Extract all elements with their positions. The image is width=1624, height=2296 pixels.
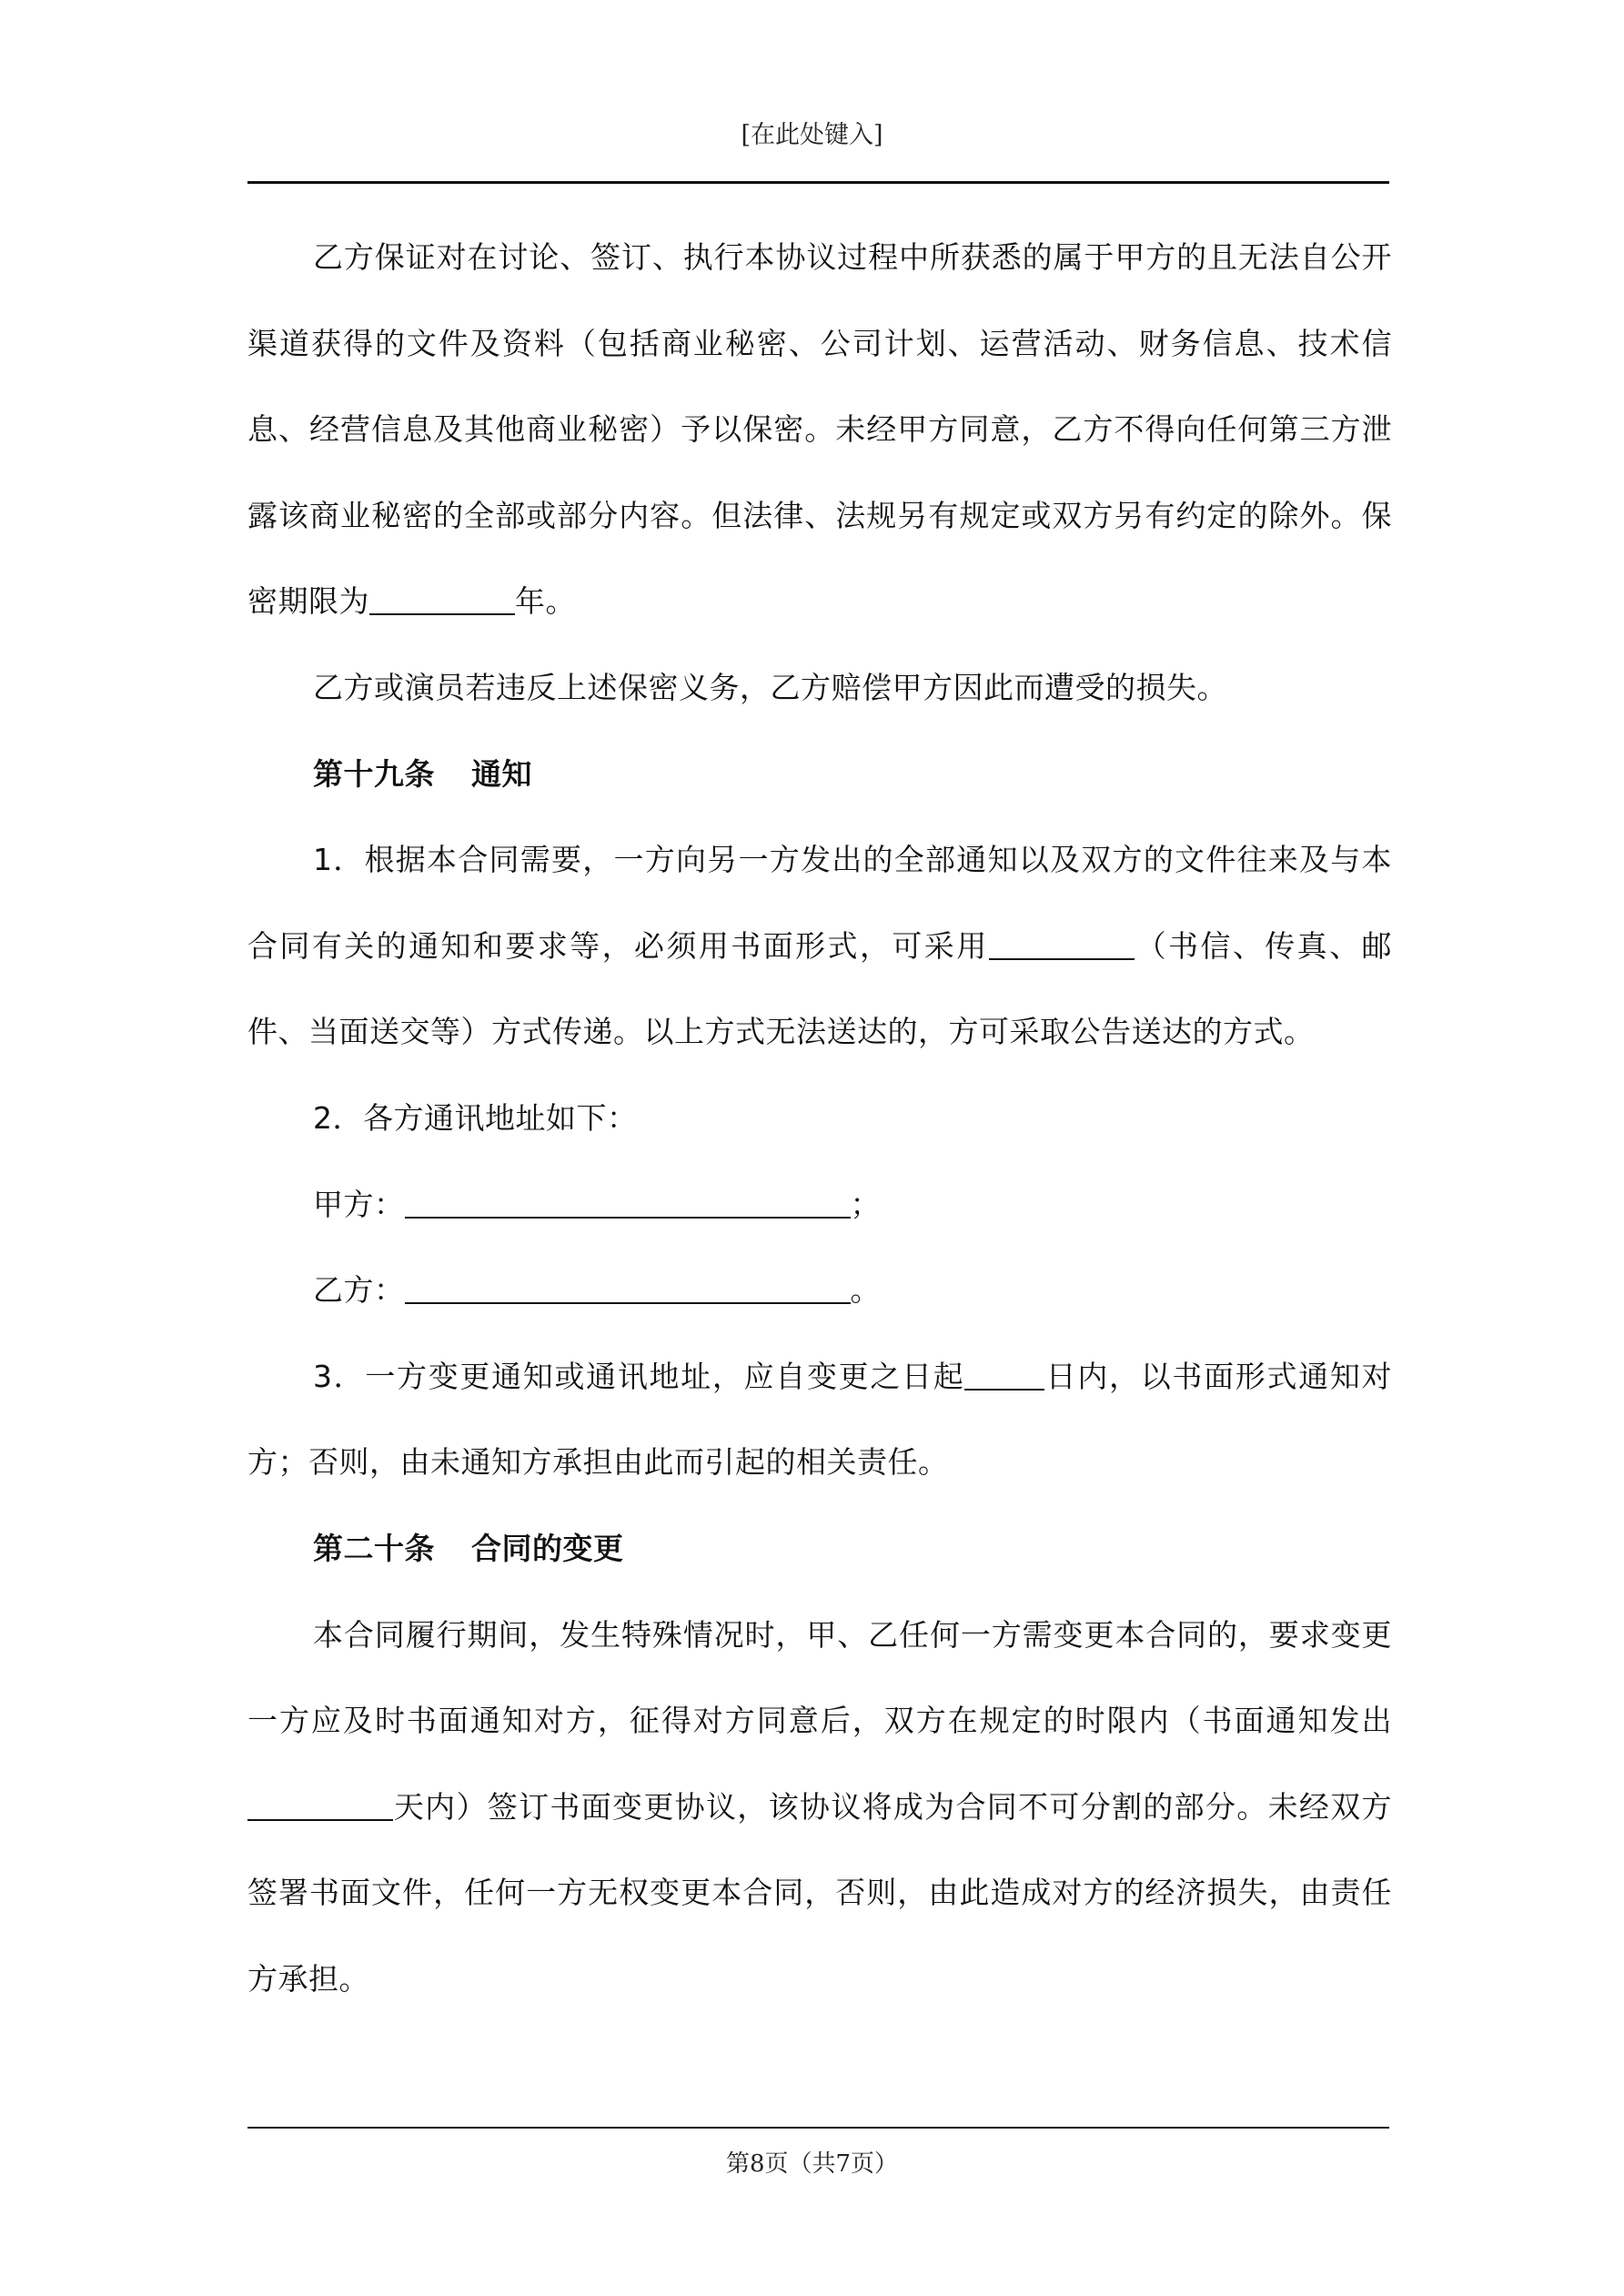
party-b-address-blank[interactable] xyxy=(405,1275,851,1304)
party-b-label: 乙方： xyxy=(313,1272,405,1309)
amendment-days-blank[interactable] xyxy=(247,1792,393,1821)
notice-method-blank[interactable] xyxy=(989,931,1135,960)
party-b-address-line xyxy=(247,1248,1392,1334)
notice-clause-3-text: 3．一方变更通知或通讯地址，应自变更之日起 xyxy=(313,1358,965,1394)
notice-clause-1-text: 1．根据本合同需要，一方向另一方发出的全部通知以及双方的文件往来及与本合同有关的通知和要求等，必须用书面形式，可采用 xyxy=(247,842,1392,964)
confidentiality-text-end: 年。 xyxy=(515,583,576,620)
page-footer[interactable]: 第8页（共7页） xyxy=(725,2150,899,2178)
notice-clause-3-text-end: 日内，以书面形式通知对方；否则，由未通知方承担由此而引起的相关责任。 xyxy=(247,1358,1392,1481)
article-20-title: 合同的变更 xyxy=(471,1530,624,1566)
notice-days-blank[interactable] xyxy=(964,1361,1044,1391)
footer-divider xyxy=(247,2127,1389,2129)
confidentiality-text: 乙方保证对在讨论、签订、执行本协议过程中所获悉的属于甲方的且无法自公开渠道获得的文件及资料（包括商业秘密、公司计划、运营活动、财务信息、技术信息、经营信息及其他商业秘密）予以保密。未经甲方同意，乙方不得向任何第三方泄露该商业秘密的全部或部分内容。但法律、法规另有规定或双方另有约定的除外。保密期限为 xyxy=(247,239,1392,620)
amendment-text: 本合同履行期间，发生特殊情况时，甲、乙任何一方需变更本合同的，要求变更一方应及时书面通知对方，征得对方同意后，双方在规定的时限内（书面通知发出 xyxy=(247,1616,1392,1739)
notice-clause-2: 2．各方通讯地址如下： xyxy=(313,1099,638,1136)
confidentiality-paragraph xyxy=(247,215,1392,645)
article-19-title: 通知 xyxy=(471,755,532,792)
breach-paragraph: 乙方或演员若违反上述保密义务，乙方赔偿甲方因此而遭受的损失。 xyxy=(313,669,1227,705)
article-19-number: 第十九条 xyxy=(313,755,435,792)
confidentiality-period-blank[interactable] xyxy=(369,586,515,615)
article-19-heading xyxy=(247,732,1392,818)
party-a-address-blank[interactable] xyxy=(405,1189,851,1219)
page-header[interactable]: [在此处键入] xyxy=(741,121,883,149)
party-a-address-line xyxy=(247,1162,1392,1249)
article-20-heading xyxy=(247,1506,1392,1593)
notice-clause-3 xyxy=(247,1334,1392,1506)
party-a-end: ； xyxy=(850,1186,881,1222)
amendment-text-end: 天内）签订书面变更协议，该协议将成为合同不可分割的部分。未经双方签署书面文件，任何一方无权变更本合同，否则，由此造成对方的经济损失，由责任方承担。 xyxy=(247,1788,1392,1997)
amendment-paragraph xyxy=(247,1593,1392,2023)
document-body xyxy=(247,215,1392,2022)
article-20-number: 第二十条 xyxy=(313,1530,435,1566)
notice-clause-1 xyxy=(247,817,1392,1076)
party-b-end: 。 xyxy=(850,1272,881,1309)
header-divider xyxy=(247,181,1389,184)
party-a-label: 甲方： xyxy=(313,1186,405,1222)
notice-clause-1-text-end: （书信、传真、邮件、当面送交等）方式传递。以上方式无法送达的，方可采取公告送达的方式。 xyxy=(247,927,1393,1050)
